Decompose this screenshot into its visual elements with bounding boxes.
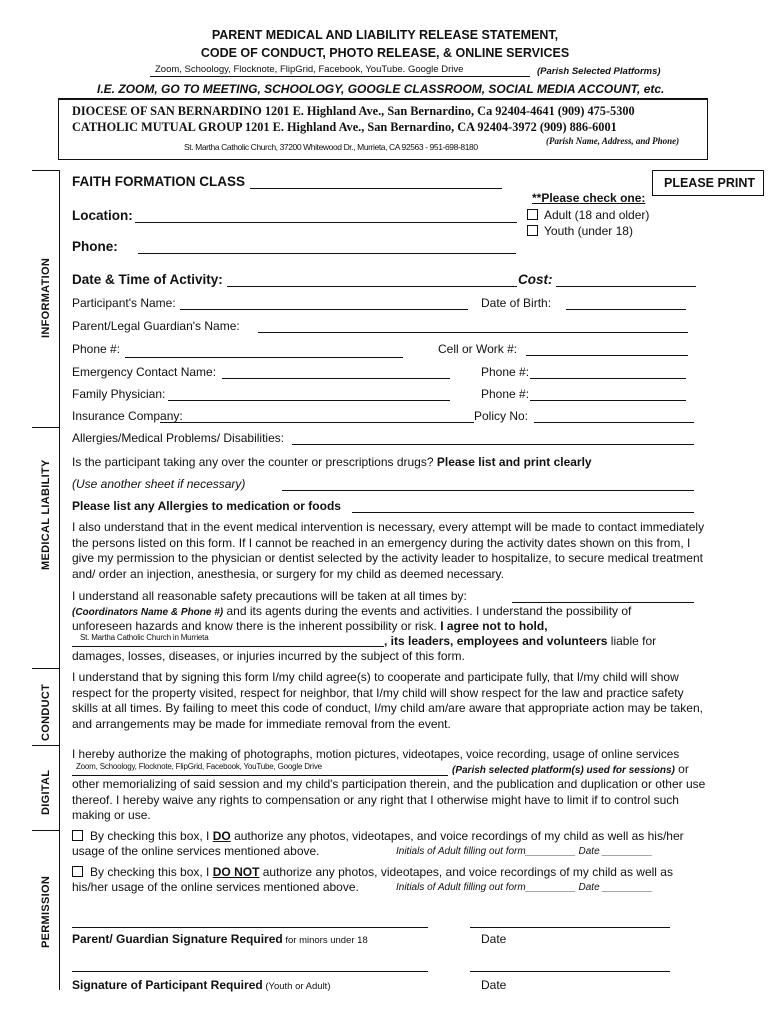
section-permission: PERMISSION bbox=[40, 875, 52, 948]
phone4-field[interactable] bbox=[530, 400, 686, 401]
class-field[interactable] bbox=[250, 188, 502, 189]
catholic-mutual-line: CATHOLIC MUTUAL GROUP 1201 E. Highland Ave., San Bernardino, CA 92404-3972 (909) 886-6001 bbox=[72, 120, 617, 134]
class-label: FAITH FORMATION CLASS bbox=[72, 174, 245, 189]
location-label: Location: bbox=[72, 208, 133, 223]
another-sheet-note: (Use another sheet if necessary) bbox=[72, 477, 246, 491]
guardian-signature-label: Parent/ Guardian Signature Required for minors under 18 bbox=[72, 932, 368, 946]
digital-line1: I hereby authorize the making of photographs, motion pictures, videotapes, voice recording, usage of online services bbox=[72, 747, 680, 761]
phone4-label: Phone #: bbox=[481, 387, 530, 401]
safety-text: I understand all reasonable safety precautions will be taken at all times by: bbox=[72, 589, 467, 603]
form-title-line2: CODE OF CONDUCT, PHOTO RELEASE, & ONLINE SERVICES bbox=[200, 46, 570, 60]
digital-platforms-filled[interactable]: Zoom, Schoology, Flocknote, FlipGrid, Facebook, YouTube, Google Drive bbox=[76, 762, 322, 771]
drugs-field[interactable] bbox=[282, 490, 694, 491]
adult-option-label: Adult (18 and older) bbox=[544, 208, 650, 222]
drugs-question: Is the participant taking any over the counter or prescriptions drugs? Please list and print clearly bbox=[72, 455, 592, 469]
conduct-paragraph: I understand that by signing this form I/my child agree(s) to cooperate and participate fully, that I/my child will show respect for the property visited, respect for neighbor, that I/my child will show respect for the law and practice safety skills at all times. By failing to meet this code of conduct, I/my child am/are aware that appropriate action may be taken, and arrangements may be made for immediate removal from the event. bbox=[72, 670, 703, 731]
allergy-med-field[interactable] bbox=[352, 512, 694, 513]
insurance-label: Insurance Company: bbox=[72, 409, 183, 423]
drugs-question-bold: Please list and print clearly bbox=[436, 455, 592, 469]
do-word: DO bbox=[212, 829, 231, 843]
participant-signature-label: Signature of Participant Required (Youth or Adult) bbox=[72, 978, 331, 992]
do-authorize-text: By checking this box, I DO authorize any photos, videotapes, and voice recordings of my child as well as his/her bbox=[90, 829, 684, 843]
coordinator-field[interactable] bbox=[512, 602, 694, 603]
form-title-line1: PARENT MEDICAL AND LIABILITY RELEASE STATEMENT, bbox=[211, 28, 559, 42]
church-field[interactable] bbox=[72, 646, 384, 647]
physician-label: Family Physician: bbox=[72, 387, 166, 401]
damages-line: damages, losses, diseases, or injuries incurred by the subject of this form. bbox=[72, 649, 465, 663]
leaders-bold: , its leaders, employees and volunteers bbox=[384, 634, 608, 648]
phone2-label: Phone #: bbox=[72, 342, 121, 356]
adult-checkbox[interactable] bbox=[527, 209, 538, 220]
phone3-label: Phone #: bbox=[481, 365, 530, 379]
digital-platforms-field[interactable] bbox=[72, 775, 448, 776]
church-filled[interactable]: St. Martha Catholic Church in Murrieta bbox=[80, 633, 209, 642]
dob-field[interactable] bbox=[566, 309, 686, 310]
medical-paragraph: I also understand that in the event medical intervention is necessary, every attempt will be made to contact immediately the persons listed on this form. If I cannot be reached in an emergency during the activity dates shown on this from, I give my permission to the physician or dentist selected by the activity leader to hospitalize, to secure medical treatment and/ order an injection, anesthesia, or surgery for my child as deemed necessary. bbox=[72, 520, 705, 581]
emergency-field[interactable] bbox=[222, 378, 450, 379]
parish-hint: (Parish Name, Address, and Phone) bbox=[546, 136, 680, 146]
guardian-signature-field[interactable] bbox=[72, 927, 428, 928]
hazards-line: unforeseen hazards and know there is the inherent possibility or risk. I agree not to hold, bbox=[72, 619, 548, 633]
policy-label: Policy No: bbox=[474, 409, 529, 423]
platforms-hint: (Parish Selected Platforms) bbox=[537, 66, 661, 77]
do-not-word: DO NOT bbox=[212, 865, 260, 879]
section-medical-liability: MEDICAL LIABILITY bbox=[40, 459, 52, 570]
youth-checkbox[interactable] bbox=[527, 225, 538, 236]
do-not-authorize-line2: his/her usage of the online services mentioned above. bbox=[72, 880, 359, 894]
cost-label: Cost: bbox=[518, 272, 553, 287]
allergies-field[interactable] bbox=[292, 444, 694, 445]
do-not-authorize-text: By checking this box, I DO NOT authorize any photos, videotapes, and voice recordings of my child as well as bbox=[90, 865, 673, 879]
phone-label: Phone: bbox=[72, 239, 118, 254]
participant-field[interactable] bbox=[180, 309, 468, 310]
policy-field[interactable] bbox=[534, 422, 694, 423]
guardian-date-field[interactable] bbox=[470, 927, 670, 928]
guardian-field[interactable] bbox=[258, 332, 688, 333]
youth-option-label: Youth (under 18) bbox=[544, 224, 633, 238]
participant-label: Participant's Name: bbox=[72, 296, 176, 310]
platforms-filled[interactable]: Zoom, Schoology, Flocknote, FlipGrid, Facebook, YouTube. Google Drive bbox=[155, 64, 464, 75]
parish-filled[interactable]: St. Martha Catholic Church, 37200 Whitewood Dr., Murrieta, CA 92563 - 951-698-8180 bbox=[184, 142, 478, 152]
do-not-authorize-checkbox[interactable] bbox=[72, 866, 83, 877]
guardian-date-label: Date bbox=[481, 932, 507, 946]
allergy-med-label: Please list any Allergies to medication or foods bbox=[72, 499, 341, 513]
digital-hint-line: (Parish selected platform(s) used for sessions) or bbox=[452, 762, 689, 776]
section-information: INFORMATION bbox=[40, 257, 52, 338]
initials-date-2[interactable]: Initials of Adult filling out form_________ Date _________ bbox=[396, 882, 653, 893]
guardian-label: Parent/Legal Guardian's Name: bbox=[72, 319, 240, 333]
participant-signature-field[interactable] bbox=[72, 971, 428, 972]
participant-date-field[interactable] bbox=[470, 971, 670, 972]
ie-platforms-line: I.E. ZOOM, GO TO MEETING, SCHOOLOGY, GOOGLE CLASSROOM, SOCIAL MEDIA ACCOUNT, etc. bbox=[97, 82, 665, 96]
section-digital: DIGITAL bbox=[40, 769, 52, 815]
initials-date-1[interactable]: Initials of Adult filling out form_________ Date _________ bbox=[396, 846, 653, 857]
agents-line: (Coordinators Name & Phone #) and its agents during the events and activities. I understand the possibility of bbox=[72, 604, 632, 618]
location-field[interactable] bbox=[135, 222, 517, 223]
emergency-label: Emergency Contact Name: bbox=[72, 365, 217, 379]
check-one-label: **Please check one: bbox=[532, 191, 646, 205]
datetime-field[interactable] bbox=[227, 286, 517, 287]
coordinator-hint: (Coordinators Name & Phone #) bbox=[72, 607, 224, 618]
cost-field[interactable] bbox=[556, 286, 696, 287]
do-authorize-line2: usage of the online services mentioned above. bbox=[72, 844, 320, 858]
do-authorize-checkbox[interactable] bbox=[72, 830, 83, 841]
leaders-line: , its leaders, employees and volunteers liable for bbox=[384, 634, 657, 648]
digital-platforms-hint: (Parish selected platform(s) used for sessions) bbox=[452, 765, 675, 776]
diocese-line: DIOCESE OF SAN BERNARDINO 1201 E. Highland Ave., San Bernardino, Ca 92404-4641 (909) 475-5300 bbox=[72, 104, 635, 118]
phone3-field[interactable] bbox=[530, 378, 686, 379]
insurance-field[interactable] bbox=[160, 422, 474, 423]
please-print-box: PLEASE PRINT bbox=[652, 170, 764, 196]
phone-field[interactable] bbox=[138, 253, 516, 254]
physician-field[interactable] bbox=[168, 400, 450, 401]
digital-paragraph: other memorializing of said session and my child's participation therein, and the publication and duplication or other use thereof. I hereby waive any rights to compensation or any right that I otherwise might have to limit if to control such making or use. bbox=[72, 777, 706, 822]
dob-label: Date of Birth: bbox=[481, 296, 552, 310]
cell-label: Cell or Work #: bbox=[438, 342, 518, 356]
cell-field[interactable] bbox=[526, 355, 688, 356]
allergies-label: Allergies/Medical Problems/ Disabilities: bbox=[72, 431, 285, 445]
datetime-label: Date & Time of Activity: bbox=[72, 272, 223, 287]
not-hold-text: I agree not to hold, bbox=[440, 619, 548, 633]
section-conduct: CONDUCT bbox=[40, 683, 52, 741]
phone2-field[interactable] bbox=[125, 357, 403, 358]
participant-date-label: Date bbox=[481, 978, 507, 992]
